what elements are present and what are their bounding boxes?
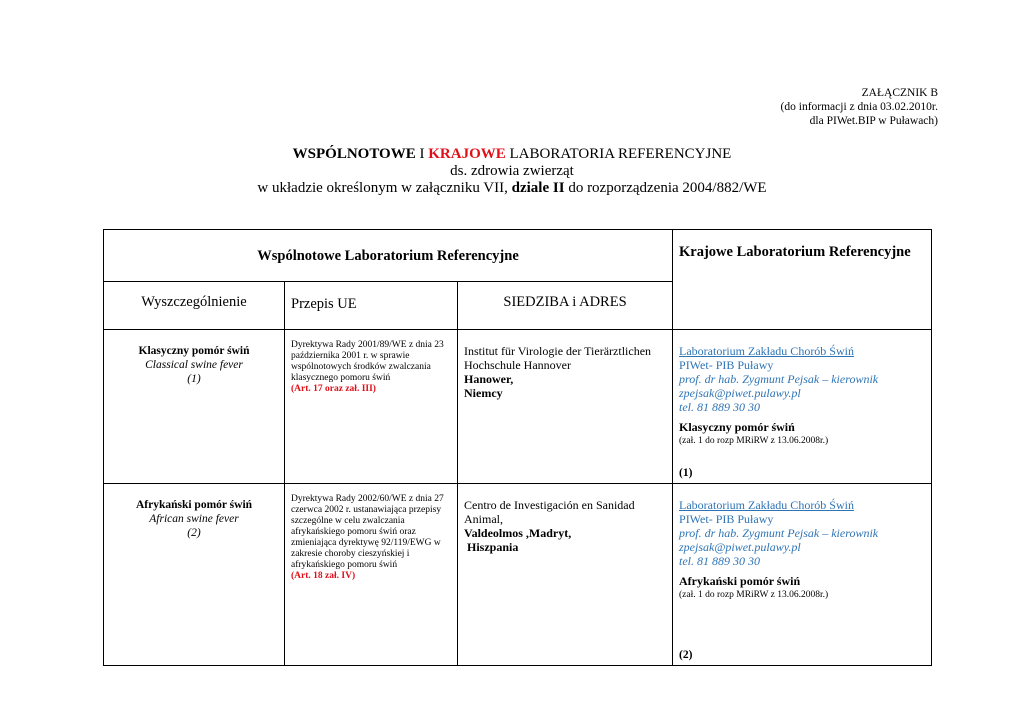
- address-country: Hiszpania: [464, 540, 519, 554]
- disease-name-pl: Klasyczny pomór świń: [138, 345, 250, 357]
- address-institute: Institut für Virologie der Tierärztlichen Hochschule Hannover: [464, 344, 652, 372]
- address-country: Niemcy: [464, 386, 503, 400]
- lab-institute: PIWet- PIB Puławy: [679, 512, 774, 526]
- disease-cell: [104, 484, 285, 666]
- title-i: I: [415, 146, 429, 162]
- annex-label: ZAŁĄCZNIK B: [861, 87, 938, 99]
- directive-cell: [285, 484, 458, 666]
- disease-number: (2): [187, 527, 201, 539]
- title-line-2: ds. zdrowia zwierząt: [450, 163, 574, 179]
- title-line3-a: w układzie określonym w załączniku VII,: [257, 180, 512, 196]
- lab-head: prof. dr hab. Zygmunt Pejsak – kierownik: [679, 372, 879, 386]
- table-row: [104, 484, 932, 666]
- directive-text: Dyrektywa Rady 2001/89/WE z dnia 23 października 2001 r. w sprawie wspólnotowych środków zwalczania klasycznego pomoru świń: [291, 340, 444, 383]
- krajowe-header: Krajowe Laboratorium Referencyjne: [673, 230, 932, 330]
- directive-text: Dyrektywa Rady 2002/60/WE z dnia 27 czerwca 2002 r. ustanawiająca przepisy szczególne w celu zwalczania afrykańskiego pomoru świń oraz zmieniająca dyrektywę 92/119/EWG w zakresie choroby cieszyńskiej i afrykańskiego pomoru świń: [291, 494, 444, 570]
- lab-email[interactable]: zpejsak@piwet.pulawy.pl: [679, 386, 801, 400]
- col-header-przepis: Przepis UE: [285, 282, 458, 330]
- title-krajowe: KRAJOWE: [428, 146, 506, 162]
- lab-number: (2): [679, 649, 693, 661]
- lab-note: (zał. 1 do rozp MRiRW z 13.06.2008r.): [679, 590, 829, 600]
- krajowe-lab-cell: [673, 330, 932, 484]
- address-city: Valdeolmos ,Madryt,: [464, 526, 572, 540]
- lab-number: (1): [679, 467, 693, 479]
- table-row: [104, 330, 932, 484]
- directive-article: (Art. 18 zał. IV): [291, 571, 356, 581]
- lab-head: prof. dr hab. Zygmunt Pejsak – kierownik: [679, 526, 879, 540]
- col-header-wyszczegolnienie: Wyszczególnienie: [104, 282, 285, 330]
- title-line3-b: dziale II: [511, 180, 565, 196]
- title-laboratoria: LABORATORIA REFERENCYJNE: [505, 146, 732, 162]
- disease-number: (1): [187, 373, 201, 385]
- disease-name-pl: Afrykański pomór świń: [135, 499, 253, 511]
- lab-disease: Klasyczny pomór świń: [679, 420, 795, 434]
- directive-cell: [285, 330, 458, 484]
- address-cell: [458, 330, 673, 484]
- title-wspolnotowe: WSPÓLNOTOWE: [292, 146, 416, 162]
- annex-header: [781, 86, 938, 128]
- krajowe-lab-cell: [673, 484, 932, 666]
- disease-name-en: African swine fever: [149, 513, 239, 525]
- address-cell: [458, 484, 673, 666]
- lab-note: (zał. 1 do rozp MRiRW z 13.06.2008r.): [679, 436, 829, 446]
- lab-phone: tel. 81 889 30 30: [679, 400, 761, 414]
- laboratories-table: [103, 229, 932, 666]
- address-institute: Centro de Investigación en Sanidad Animal,: [464, 498, 635, 526]
- lab-institute: PIWet- PIB Puławy: [679, 358, 774, 372]
- document-title: [0, 146, 1024, 197]
- title-line3-c: do rozporządzenia 2004/882/WE: [564, 180, 767, 196]
- lab-name-link[interactable]: Laboratorium Zakładu Chorób Świń: [679, 498, 854, 512]
- annex-info-recipient: dla PIWet.BIP w Puławach): [809, 115, 938, 127]
- lab-email[interactable]: zpejsak@piwet.pulawy.pl: [679, 540, 801, 554]
- disease-name-en: Classical swine fever: [145, 359, 243, 371]
- directive-article: (Art. 17 oraz zał. III): [291, 384, 376, 394]
- col-header-siedziba: SIEDZIBA i ADRES: [458, 282, 673, 330]
- lab-name-link[interactable]: Laboratorium Zakładu Chorób Świń: [679, 344, 854, 358]
- address-city: Hanower,: [464, 372, 514, 386]
- lab-phone: tel. 81 889 30 30: [679, 554, 761, 568]
- annex-info-date: (do informacji z dnia 03.02.2010r.: [780, 101, 938, 113]
- title-line-3: [0, 180, 1024, 197]
- disease-cell: [104, 330, 285, 484]
- title-line-1: [0, 146, 1024, 163]
- wspolnotowe-group-header: Wspólnotowe Laboratorium Referencyjne: [104, 230, 673, 282]
- lab-disease: Afrykański pomór świń: [679, 574, 801, 588]
